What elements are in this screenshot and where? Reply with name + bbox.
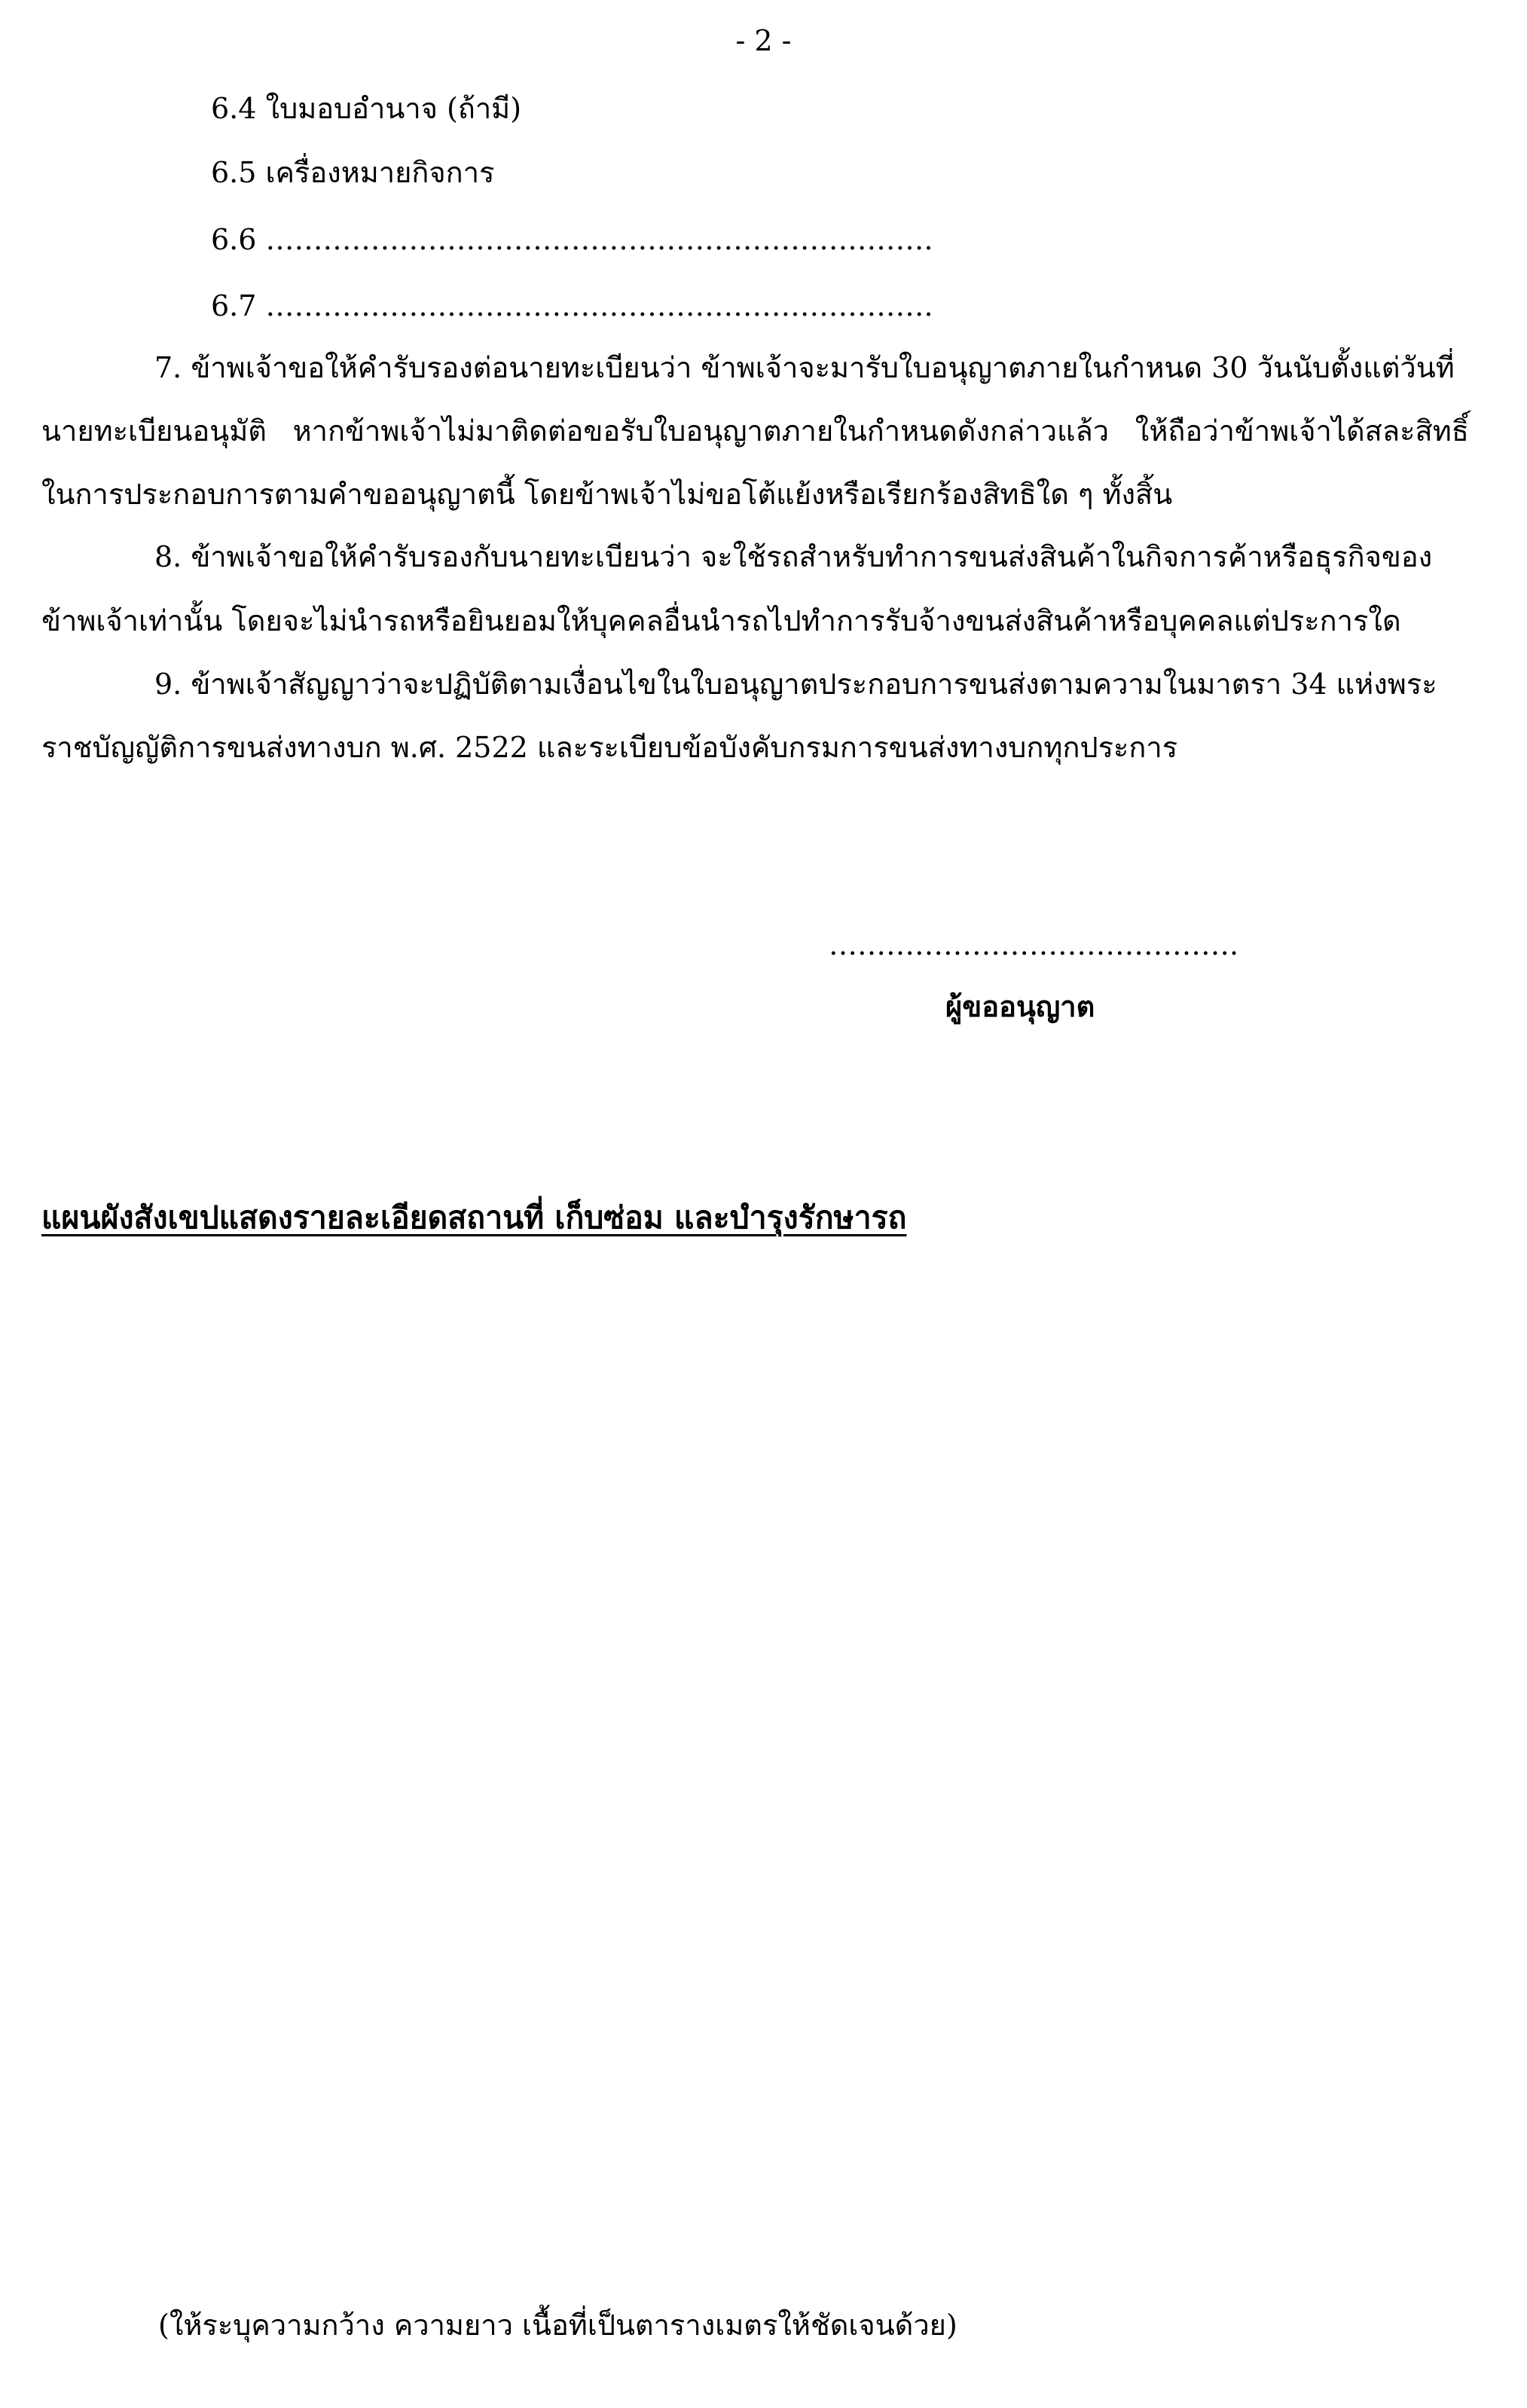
- item-7-line-2: นายทะเบียนอนุมัติ หากข้าพเจ้าไม่มาติดต่อขอรับใบอนุญาตภายในกำหนดดังกล่าวแล้ว ให้ถือว่าข้าพเจ้าได้สละสิทธิ์: [41, 414, 1469, 448]
- item-8-line-2: ข้าพเจ้าเท่านั้น โดยจะไม่นำรถหรือยินยอมให้บุคคลอื่นนำรถไปทำการรับจ้างขนส่งสินค้าหรือบุคคลแต่ประการใด: [41, 604, 1401, 637]
- footer-note: (ให้ระบุความกว้าง ความยาว เนื้อที่เป็นตารางเมตรให้ชัดเจนด้วย): [158, 2309, 957, 2342]
- plan-title: แผนผังสังเขปแสดงรายละเอียดสถานที่ เก็บซ่อม และบำรุงรักษารถ: [41, 1199, 907, 1236]
- item-8-line-1: 8. ข้าพเจ้าขอให้คำรับรองกับนายทะเบียนว่า จะใช้รถสำหรับทำการขนส่งสินค้าในกิจการค้าหรือธุรกิจของ: [154, 540, 1433, 573]
- item-6-6-blank: 6.6 …………………………………………………………….: [211, 223, 933, 256]
- signature-dotted-line: …………………………………….: [829, 928, 1239, 961]
- signature-label: ผู้ขออนุญาต: [945, 989, 1095, 1023]
- item-7-line-1: 7. ข้าพเจ้าขอให้คำรับรองต่อนายทะเบียนว่า ข้าพเจ้าจะมารับใบอนุญาตภายในกำหนด 30 วันนับตั้งแต่วันที่: [154, 351, 1455, 384]
- item-6-5: 6.5 เครื่องหมายกิจการ: [211, 156, 495, 189]
- item-9-line-1: 9. ข้าพเจ้าสัญญาว่าจะปฏิบัติตามเงื่อนไขในใบอนุญาตประกอบการขนส่งตามความในมาตรา 34 แห่งพระ: [154, 668, 1437, 701]
- item-7-line-3: ในการประกอบการตามคำขออนุญาตนี้ โดยข้าพเจ้าไม่ขอโต้แย้งหรือเรียกร้องสิทธิใด ๆ ทั้งสิ้น: [41, 478, 1173, 511]
- item-9-line-2: ราชบัญญัติการขนส่งทางบก พ.ศ. 2522 และระเบียบข้อบังคับกรมการขนส่งทางบกทุกประการ: [41, 731, 1178, 764]
- item-6-7-blank: 6.7 …………………………………………………………….: [211, 289, 933, 322]
- item-6-4: 6.4 ใบมอบอำนาจ (ถ้ามี): [211, 92, 522, 125]
- page-number: - 2 -: [735, 24, 792, 57]
